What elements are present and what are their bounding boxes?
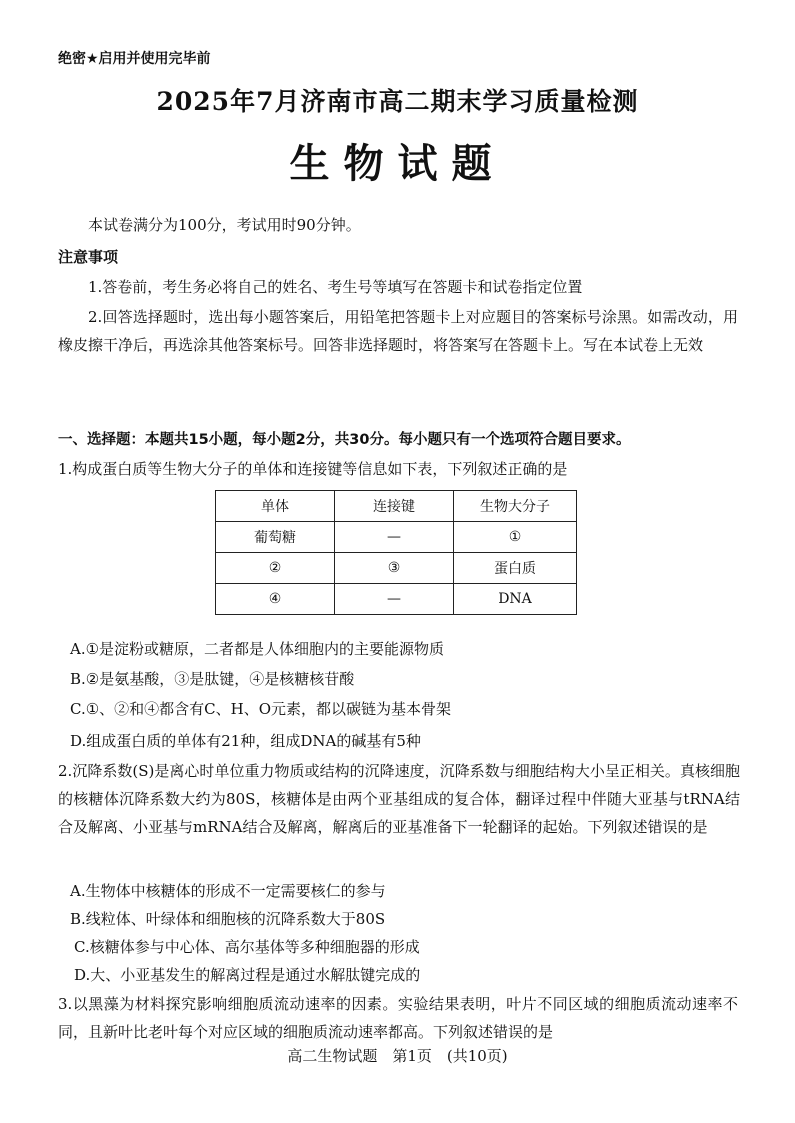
table-cell: 蛋白质 [454,553,577,584]
table-cell: — [335,522,454,553]
question-1-option-d: D.组成蛋白质的单体有21种，组成DNA的碱基有5种 [70,732,421,750]
exam-subject-title: 生物试题 [289,140,506,187]
question-1-option-b: B.②是氨基酸，③是肽键，④是核糖核苷酸 [70,670,355,688]
section-1-heading: 一、选择题：本题共15小题，每小题2分，共30分。每小题只有一个选项符合题目要求。 [58,432,631,448]
question-2-option-c: C.核糖体参与中心体、高尔基体等多种细胞器的形成 [74,938,420,956]
score-info: 本试卷满分为100分，考试用时90分钟。 [88,216,361,234]
table-row [216,584,577,615]
table-row [216,522,577,553]
table-cell: ③ [335,553,454,584]
table-header-row [216,491,577,522]
question-2-option-b: B.线粒体、叶绿体和细胞核的沉降系数大于80S [70,910,386,928]
notes-heading: 注意事项 [58,248,119,266]
note-1: 1.答卷前，考生务必将自己的姓名、考生号等填写在答题卡和试卷指定位置 [88,278,583,296]
confidential-label: 绝密★启用并使用完毕前 [58,51,211,67]
table-row [216,553,577,584]
question-2-option-d: D.大、小亚基发生的解离过程是通过水解肽键完成的 [74,966,421,984]
question-2-option-a: A.生物体中核糖体的形成不一定需要核仁的参与 [70,882,386,900]
question-2-stem: 2.沉降系数(S)是离心时单位重力物质或结构的沉降速度，沉降系数与细胞结构大小呈正相关。真核细胞的核糖体沉降系数大约为80S，核糖体是由两个亚基组成的复合体，翻译过程中伴随大亚基与tRNA结合及解离、小亚基与mRNA结合及解离，解离后的亚基准备下一轮翻译的起始。下列叙述错误的是 [58,762,740,836]
table-header-cell: 单体 [216,491,335,522]
table-cell: 葡萄糖 [216,522,335,553]
monomer-table [215,490,577,615]
question-1-option-c: C.①、②和④都含有C、H、O元素，都以碳链为基本骨架 [70,700,452,718]
page-footer: 高二生物试题 第1页 (共10页) [287,1047,508,1065]
table-cell: ④ [216,584,335,615]
table-header-cell: 生物大分子 [454,491,577,522]
table-header-cell: 连接键 [335,491,454,522]
table-cell: DNA [454,584,577,615]
exam-title: 2025年7月济南市高二期末学习质量检测 [156,87,639,116]
question-1-stem: 1.构成蛋白质等生物大分子的单体和连接键等信息如下表，下列叙述正确的是 [58,460,568,478]
table-cell: — [335,584,454,615]
question-3-stem: 3.以黑藻为材料探究影响细胞质流动速率的因素。实验结果表明，叶片不同区域的细胞质流动速率不同，且新叶比老叶每个对应区域的细胞质流动速率都高。下列叙述错误的是 [58,995,738,1041]
table-cell: ① [454,522,577,553]
note-2: 2.回答选择题时，选出每小题答案后，用铅笔把答题卡上对应题目的答案标号涂黑。如需改动，用橡皮擦干净后，再选涂其他答案标号。回答非选择题时，将答案写在答题卡上。写在本试卷上无效 [58,308,738,354]
question-1-option-a: A.①是淀粉或糖原，二者都是人体细胞内的主要能源物质 [70,640,445,658]
table-cell: ② [216,553,335,584]
